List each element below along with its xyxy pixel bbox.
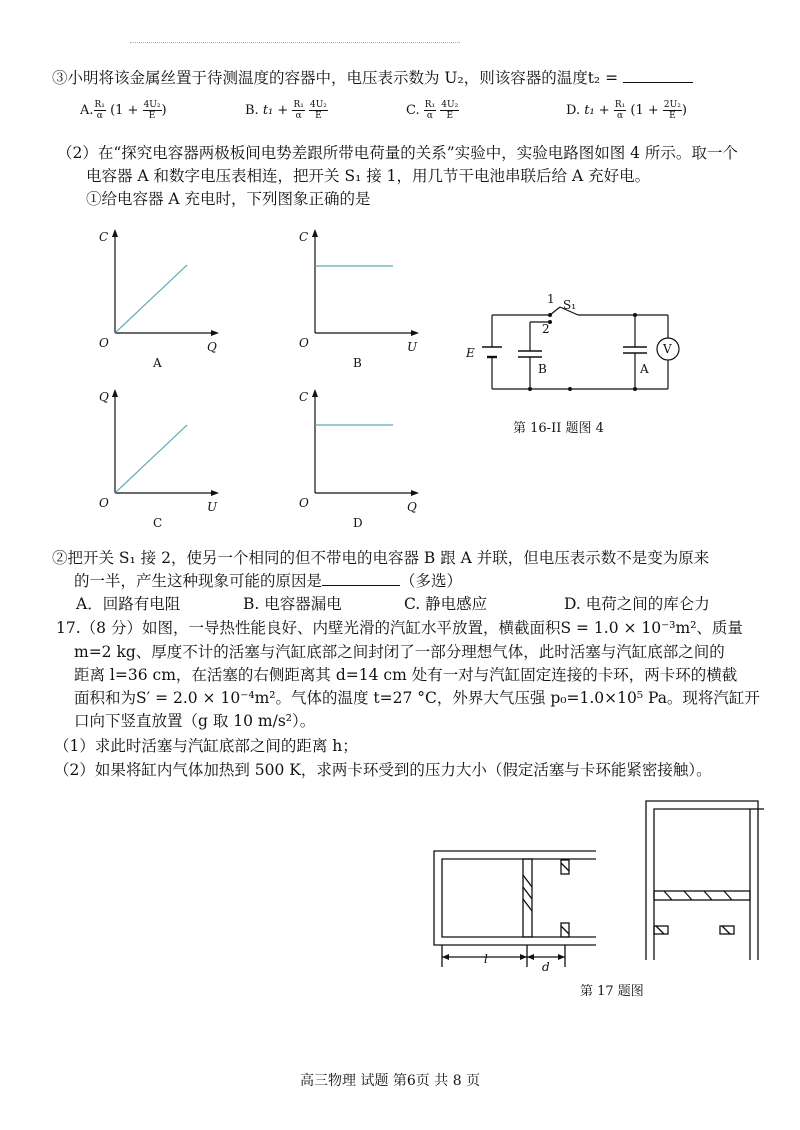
graph-c-caption: C [153, 516, 163, 530]
option-a: A. $\frac{\text{R₁}}{\alpha}$ (1 + $\frac{\text{4U₂}}{E}$ ) [80, 100, 167, 121]
q2-2-option-d: D. 电荷之间的库仑力 [564, 595, 710, 613]
q17-line3: 距离 l=36 cm，在活塞的右侧距离其 d=14 cm 处有一对与汽缸固定连接的卡环，两卡环的横截 [74, 666, 738, 684]
cap-a-label: A [640, 362, 649, 376]
switch-label: S₁ [563, 298, 577, 312]
graph-d-caption: D [353, 516, 363, 530]
horizontal-cylinder [428, 845, 603, 975]
graph-a [95, 225, 235, 370]
graph-b-y-label: C [299, 230, 309, 244]
dim-d-label: d [542, 960, 550, 974]
q17-line5: 口向下竖直放置（g 取 10 m/s²）。 [74, 712, 316, 730]
q2-2-line2: 的一半，产生这种现象可能的原因是 （多选） [74, 572, 463, 590]
cutoff-line [130, 42, 460, 47]
graph-d [295, 385, 435, 530]
q17-sub1: （1）求此时活塞与汽缸底部之间的距离 h； [54, 737, 358, 755]
q17-line4: 面积和为S′ = 2.0 × 10⁻⁴m²。气体的温度 t=27 °C，外界大气压强 p₀=1.0×10⁵ Pa。现将汽缸开 [74, 689, 760, 707]
graph-d-x-label: Q [407, 500, 417, 514]
q3-text: ③小明将该金属丝置于待测温度的容器中，电压表示数为 U₂，则该容器的温度t₂ = [52, 67, 693, 89]
q2-2-line1: ②把开关 S₁ 接 2，使另一个相同的但不带电的电容器 B 跟 A 并联，但电压表示数不是变为原来 [52, 549, 710, 567]
graph-d-y-label: C [299, 390, 309, 404]
q2-2-option-a: A．回路有电阻 [76, 595, 181, 613]
part2-line3: ①给电容器 A 充电时，下列图象正确的是 [86, 190, 371, 208]
graph-b-caption: B [353, 356, 362, 370]
graph-b [295, 225, 435, 370]
q17-line2: m=2 kg、厚度不计的活塞与汽缸底部之间封闭了一部分理想气体，此时活塞与汽缸底部之间的 [74, 643, 725, 661]
graph-c-origin: O [99, 496, 109, 510]
q17-sub2: （2）如果将缸内气体加热到 500 K，求两卡环受到的压力大小（假定活塞与卡环能紧密接触）。 [54, 761, 712, 779]
voltmeter-label: V [663, 342, 672, 356]
answer-blank-2[interactable] [322, 571, 400, 586]
graph-b-x-label: U [407, 340, 418, 354]
q17-line1: 17.（8 分）如图，一导热性能良好、内壁光滑的汽缸水平放置，横截面积S = 1.0 × 10⁻³m²、质量 [56, 619, 743, 637]
graph-a-origin: O [99, 336, 109, 350]
option-d: D. t₁ + $\frac{\text{R₁}}{\alpha}$ (1 + $\frac{\text{2U₂}}{E}$ ) [566, 100, 687, 121]
q2-2-option-c: C. 静电感应 [404, 595, 488, 613]
graph-c-x-label: U [207, 500, 218, 514]
source-label: E [466, 346, 475, 360]
part2-line2: 电容器 A 和数字电压表相连，把开关 S₁ 接 1，用几节干电池串联后给 A 充好电。 [86, 167, 651, 185]
graph-b-origin: O [299, 336, 309, 350]
graph-c-y-label: Q [99, 390, 109, 404]
graph-c [95, 385, 235, 530]
graph-a-caption: A [153, 356, 162, 370]
switch-pos2-label: 2 [542, 322, 550, 336]
graph-d-origin: O [299, 496, 309, 510]
circuit-caption: 第 16-II 题图 4 [513, 421, 604, 436]
page-footer: 高三物理 试题 第6页 共 8 页 [300, 1073, 481, 1089]
graph-a-y-label: C [99, 230, 109, 244]
cap-b-label: B [538, 362, 547, 376]
option-c: C. $\frac{\text{R₁}}{\alpha}$ $\frac{\text{4U₂}}{E}$ [406, 100, 459, 121]
part2-line1: （2）在“探究电容器两极板间电势差跟所带电荷量的关系”实验中，实验电路图如图 4 所示。取一个 [57, 144, 738, 162]
answer-blank[interactable] [623, 68, 693, 83]
vertical-cylinder [640, 795, 770, 965]
q17-caption: 第 17 题图 [580, 984, 644, 999]
switch-pos1-label: 1 [547, 292, 555, 306]
q2-2-option-b: B. 电容器漏电 [243, 595, 342, 613]
option-b: B. t₁ + $\frac{\text{R₁}}{\alpha}$ $\frac{\text{4U₂}}{E}$ [245, 100, 327, 121]
dim-l-label: l [484, 952, 488, 966]
graph-a-x-label: Q [207, 340, 217, 354]
